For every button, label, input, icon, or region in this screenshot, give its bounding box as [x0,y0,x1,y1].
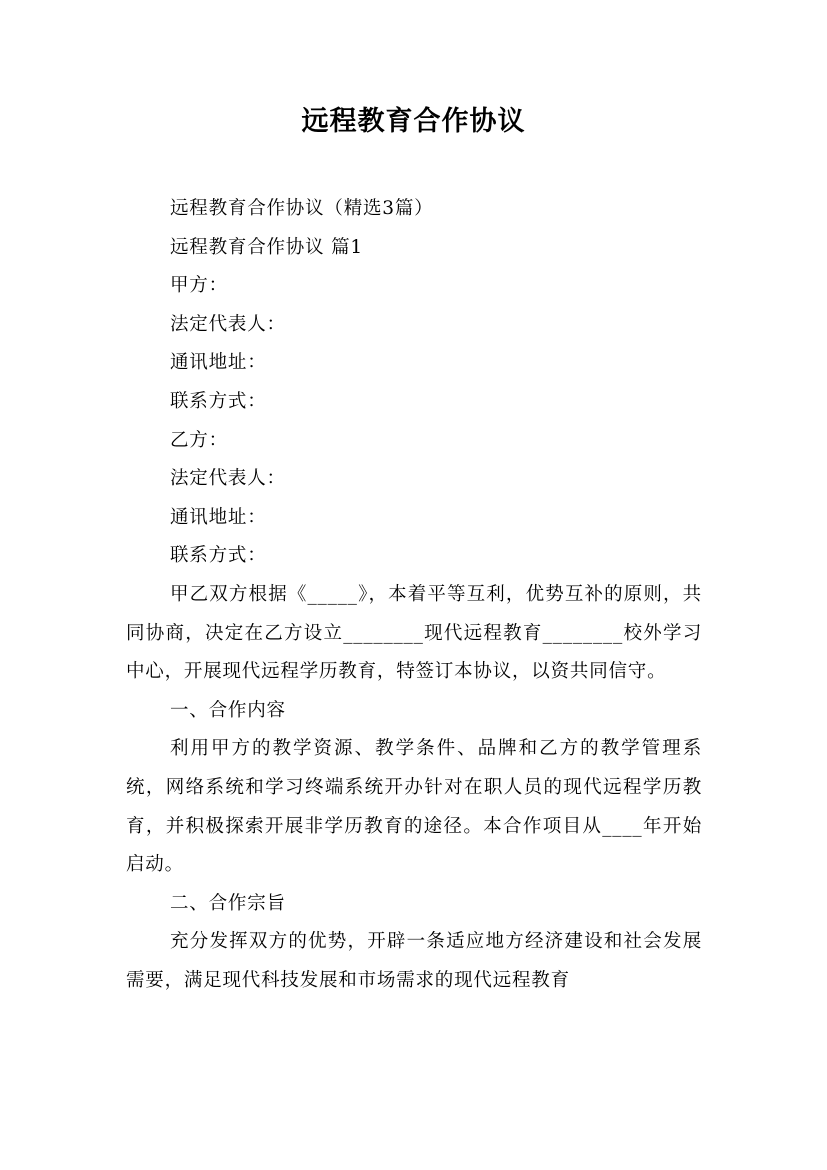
section1-heading: 一、合作内容 [170,699,286,721]
part-heading: 远程教育合作协议 篇1 [170,236,363,258]
party-b-label: 乙方： [170,429,228,451]
party-a-address: 通讯地址： [170,352,267,374]
party-b-legal-rep: 法定代表人： [170,468,286,490]
section1-paragraph: 利用甲方的教学资源、教学条件、品牌和乙方的教学管理系统，网络系统和学习终端系统开办针对在职人员的现代远程学历教育，并积极探索开展非学历教育的途径。本合作项目从____年开始启动。 [126,738,702,876]
party-b-contact: 联系方式： [170,545,267,567]
document-subtitle: 远程教育合作协议（精选3篇） [170,198,434,219]
document-body [126,190,702,1000]
party-a-contact: 联系方式： [170,390,267,412]
document-title: 远程教育合作协议 [301,106,526,137]
party-a-label: 甲方： [170,275,228,297]
party-b-address: 通讯地址： [170,506,267,528]
section2-paragraph: 充分发挥双方的优势，开辟一条适应地方经济建设和社会发展需要，满足现代科技发展和市场需求的现代远程教育 [126,931,702,991]
section2-heading: 二、合作宗旨 [170,892,286,914]
preamble-paragraph: 甲乙双方根据《_____》，本着平等互利，优势互补的原则，共同协商，决定在乙方设立________现代远程教育________校外学习中心，开展现代远程学历教育，特签订本协议，以资共同信守。 [126,583,702,683]
party-a-legal-rep: 法定代表人： [170,313,286,335]
